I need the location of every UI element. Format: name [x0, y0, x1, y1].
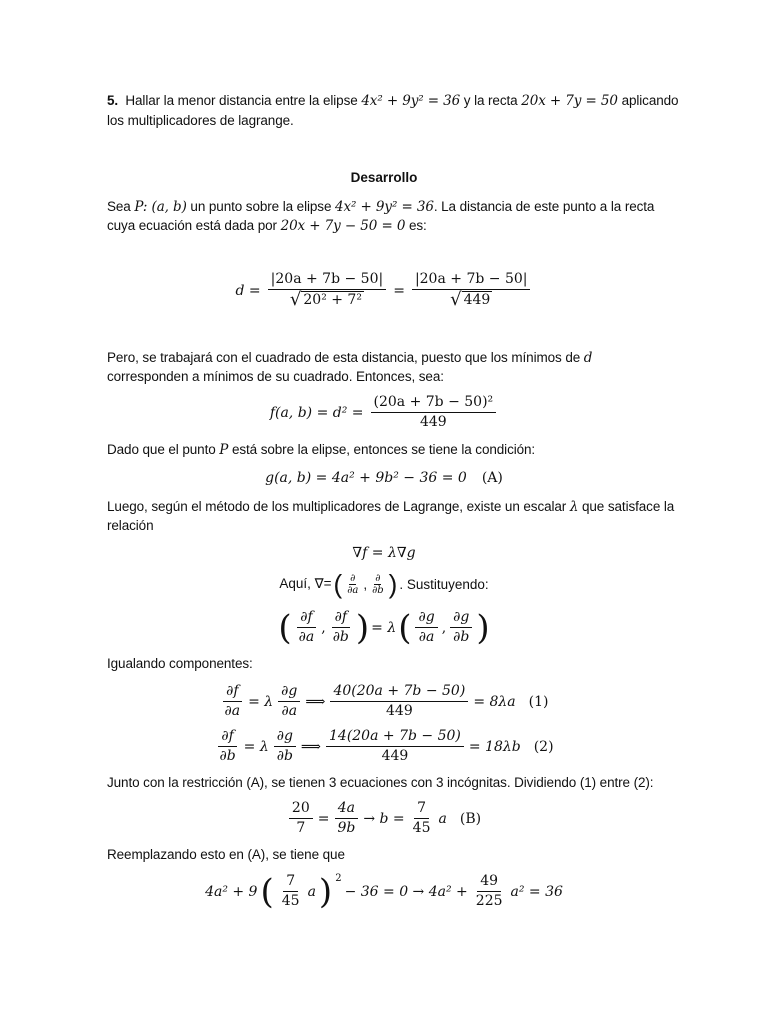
- eq-label: (1): [528, 693, 549, 710]
- var-d: d: [583, 350, 593, 366]
- para-4-line-2: relación: [107, 518, 154, 533]
- numerator: ∂g: [415, 609, 437, 628]
- fraction: [289, 800, 313, 837]
- para-text: Pero, se trabajará con el cuadrado de esta distancia, puesto que los mínimos de: [107, 350, 581, 365]
- eq-part: a: [307, 883, 316, 900]
- para-7: Reemplazando esto en (A), se tiene que: [107, 847, 345, 862]
- para-text: que satisface la: [581, 499, 675, 514]
- f-equation: [0, 394, 768, 431]
- eq-part: 4a² + 9: [205, 883, 258, 900]
- numerator: (20a + 7b − 50)²: [371, 394, 497, 413]
- denominator: 449: [381, 748, 409, 764]
- fraction: [296, 609, 318, 646]
- numerator: 7: [283, 873, 298, 892]
- eq-tail: a: [438, 810, 447, 827]
- implies-arrow: ⟹: [300, 738, 321, 755]
- numerator: |20a + 7b − 50|: [268, 271, 387, 290]
- fraction: [346, 573, 359, 596]
- eq-lhs: f(a, b) = d² =: [269, 404, 364, 421]
- numerator: 20: [289, 800, 313, 819]
- denominator: ∂b: [219, 748, 236, 764]
- eq-rhs: = 18λb: [468, 738, 521, 755]
- eq-part: a² = 36: [510, 883, 563, 900]
- fraction: [216, 728, 238, 765]
- para-6: Junto con la restricción (A), se tienen 3 ecuaciones con 3 incógnitas. Dividiendo (1) entre (2):: [107, 775, 654, 790]
- fraction: [371, 394, 497, 431]
- eq-part: − 36 = 0 → 4a² +: [344, 883, 468, 900]
- ellipse-equation: 4x² + 9y² = 36: [361, 93, 461, 109]
- denominator: 449: [419, 414, 447, 430]
- denominator: ∂b: [453, 629, 470, 645]
- numerator: ∂f: [332, 609, 350, 628]
- denominator: ∂b: [276, 748, 293, 764]
- denominator: 449: [386, 703, 413, 719]
- gradient-equation: [0, 544, 768, 562]
- problem-text: y la recta: [463, 93, 518, 108]
- fraction: [371, 573, 385, 596]
- problem-line-1: [107, 92, 678, 110]
- para-3: [107, 441, 535, 459]
- denominator: 9b: [337, 820, 356, 836]
- aqui-text: . Sustituyendo:: [399, 576, 489, 592]
- denominator: ∂a: [224, 703, 241, 719]
- numerator: 4a: [335, 800, 358, 819]
- g-equation: [0, 469, 768, 487]
- eq-label: (B): [459, 810, 482, 827]
- fraction: |20a + 7b − 50| √ 20² + 7²: [268, 271, 387, 310]
- exponent: 2: [335, 873, 342, 884]
- eq-label: (A): [481, 470, 503, 486]
- problem-text: aplicando: [621, 93, 679, 108]
- fraction: [274, 728, 296, 765]
- denominator: ∂a: [298, 629, 315, 645]
- var-p: P: [219, 442, 229, 458]
- numerator: ∂g: [278, 683, 300, 702]
- eq-expr: g(a, b) = 4a² + 9b² − 36 = 0: [265, 470, 467, 486]
- fraction: [278, 683, 300, 720]
- fraction: [222, 683, 244, 720]
- equation-b: [0, 799, 768, 837]
- eq-arrow: → b =: [363, 810, 405, 827]
- numerator: ∂f: [297, 609, 315, 628]
- denominator: 45: [281, 893, 300, 909]
- para-4-line-1: [107, 498, 674, 516]
- eq-rhs: = 8λa: [473, 693, 516, 710]
- eq-expr: ∇f = λ∇g: [352, 545, 416, 561]
- fraction: [330, 609, 352, 646]
- fraction: [450, 609, 472, 646]
- para-text: Dado que el punto: [107, 442, 216, 457]
- intro-text: es:: [409, 218, 427, 233]
- fraction: [334, 800, 358, 837]
- equation-2: [0, 727, 768, 765]
- point-p: P: (a, b): [134, 199, 187, 215]
- denominator: ∂a: [418, 629, 435, 645]
- nabla-definition: Aquí, ∇= ( $\frac{\partial}{\partial a}$ , $\frac{\partial}{\partial b}$ ) . Sustituyendo:: [279, 569, 489, 599]
- problem-line-2: los multiplicadores de lagrange.: [107, 113, 294, 128]
- numerator: |20a + 7b − 50|: [412, 271, 531, 290]
- eq-mid: = λ: [248, 693, 274, 710]
- para-2-line-1: [107, 349, 592, 367]
- aqui-text: Aquí, ∇=: [279, 576, 332, 591]
- numerator: 7: [414, 800, 429, 819]
- section-heading: Desarrollo: [350, 170, 418, 185]
- fraction: [473, 873, 506, 910]
- equation-1: [0, 682, 768, 720]
- denominator: ∂a: [347, 584, 359, 596]
- equals: =: [317, 810, 330, 827]
- intro-text: Sea: [107, 199, 131, 214]
- equals: =: [393, 282, 405, 299]
- implies-arrow: ⟹: [305, 693, 326, 710]
- eq-mid: = λ: [371, 619, 397, 636]
- numerator: ∂g: [274, 728, 296, 747]
- denominator: 7: [296, 820, 306, 836]
- numerator: ∂g: [450, 609, 472, 628]
- numerator: 14(20a + 7b − 50): [326, 728, 464, 747]
- denominator: ∂b: [372, 584, 384, 596]
- numerator: ∂: [375, 572, 381, 584]
- denominator: ∂a: [281, 703, 298, 719]
- final-equation: 4a² + 9 ( $\frac{7}{45}$ a ) $^2$ − 36 = 0 → 4a² + $\frac{49}{225}$ a² = 36: [205, 871, 563, 912]
- intro-text: un punto sobre la elipse: [190, 199, 332, 214]
- problem-text: Hallar la menor distancia entre la elipse: [125, 93, 358, 108]
- line-equation: 20x + 7y − 50 = 0: [280, 218, 406, 234]
- substitution-equation: ( $\frac{\partial f}{\partial a}$ , $\frac{\partial f}{\partial b}$ ) = λ ( $\frac{\partial g}{\partial a}$ , $\frac{\partial g}{\partial b}$ ): [278, 607, 490, 648]
- intro-line-1: [107, 198, 654, 216]
- para-2-line-2: corresponden a mínimos de su cuadrado. Entonces, sea:: [107, 369, 444, 384]
- problem-number: 5.: [107, 93, 119, 108]
- numerator: 40(20a + 7b − 50): [330, 683, 468, 702]
- para-text: está sobre la elipse, entonces se tiene la condición:: [231, 442, 536, 457]
- fraction: [330, 683, 468, 720]
- numerator: ∂f: [218, 728, 236, 747]
- intro-line-2: [107, 217, 427, 235]
- radicand: 449: [463, 292, 491, 308]
- eq-label: (2): [533, 738, 554, 755]
- var-lambda: λ: [569, 499, 579, 515]
- denominator: 225: [475, 893, 503, 909]
- fraction: [410, 800, 434, 837]
- intro-text: . La distancia de este punto a la recta: [433, 199, 655, 214]
- para-5: Igualando componentes:: [107, 656, 253, 671]
- line-equation: 20x + 7y = 50: [521, 93, 618, 109]
- para-text: Luego, según el método de los multiplicadores de Lagrange, existe un escalar: [107, 499, 567, 514]
- distance-equation: [0, 271, 768, 310]
- fraction: [326, 728, 464, 765]
- numerator: ∂f: [223, 683, 241, 702]
- numerator: 49: [477, 873, 501, 892]
- eq-lhs: d =: [235, 282, 261, 299]
- eq-mid: = λ: [243, 738, 269, 755]
- numerator: ∂: [350, 572, 356, 584]
- fraction: [415, 609, 437, 646]
- denominator: ∂b: [332, 629, 349, 645]
- fraction: |20a + 7b − 50| √ 449: [412, 271, 531, 310]
- denominator: 45: [412, 820, 431, 836]
- intro-text: cuya ecuación está dada por: [107, 218, 277, 233]
- ellipse-equation: 4x² + 9y² = 36: [335, 199, 434, 215]
- fraction: [279, 873, 303, 910]
- radicand: 20² + 7²: [303, 292, 362, 308]
